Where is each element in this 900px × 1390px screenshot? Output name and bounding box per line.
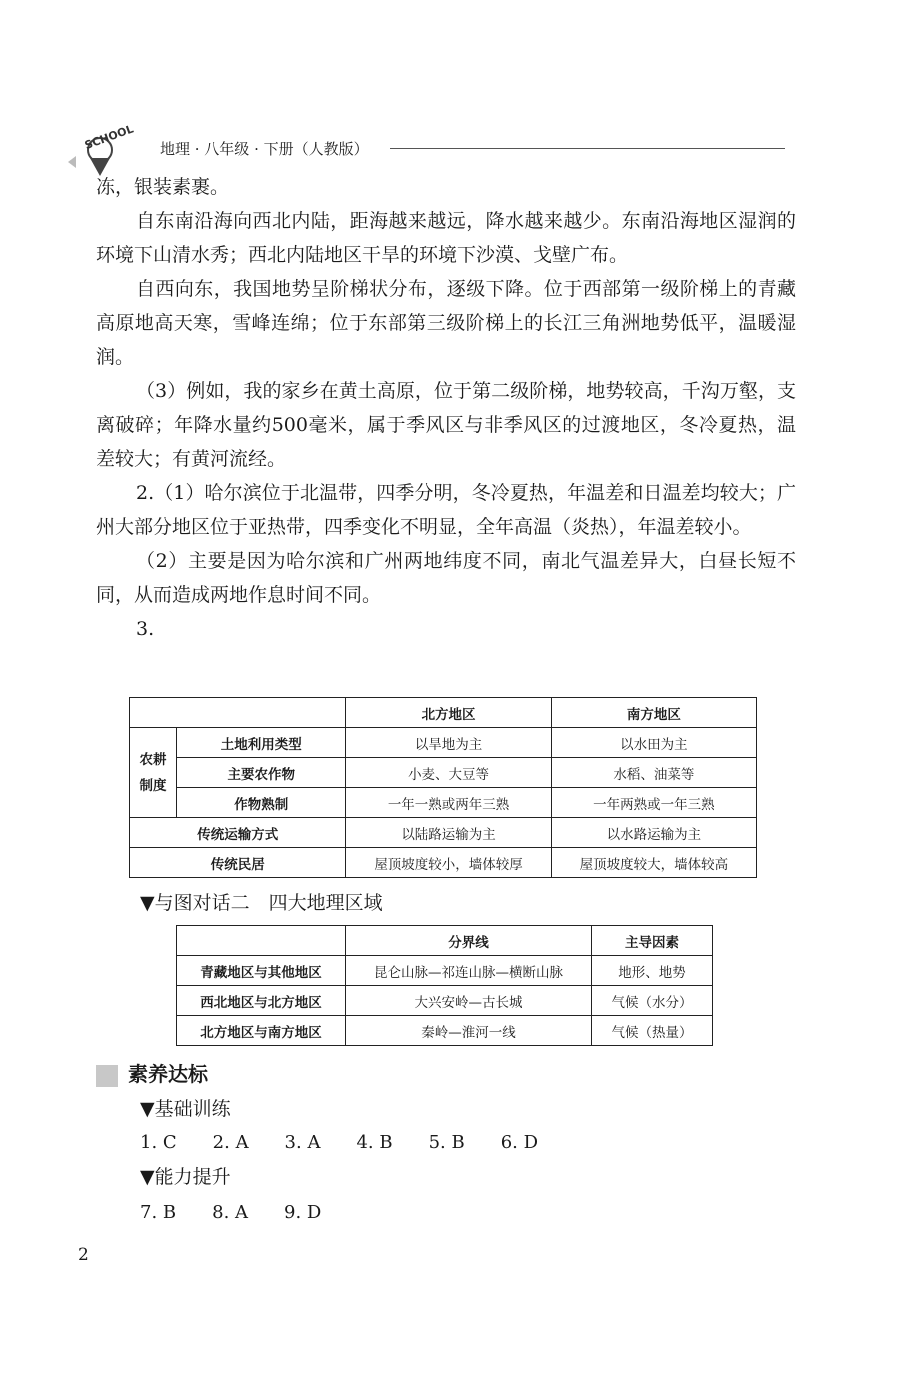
header-cell: 南方地区 — [551, 698, 756, 728]
table-cell: 秦岭—淮河一线 — [346, 1016, 592, 1046]
table-row — [177, 1016, 713, 1046]
row-label: 传统运输方式 — [130, 818, 346, 848]
table-cell: 气候（水分） — [592, 986, 713, 1016]
paragraph: 自西向东，我国地势呈阶梯状分布，逐级下降。位于西部第一级阶梯上的青藏高原地高天寒，雪峰连绵；位于东部第三级阶梯上的长江三角洲地势低平，温暖湿润。 — [96, 278, 796, 368]
empty-header-cell — [177, 926, 346, 956]
page-number: 2 — [78, 1245, 89, 1265]
header-rule — [390, 148, 785, 149]
table-row — [130, 848, 757, 878]
table-header-row — [130, 698, 757, 728]
row-label: 土地利用类型 — [177, 728, 346, 758]
header-cell: 北方地区 — [346, 698, 551, 728]
group-label: 农耕制度 — [130, 728, 177, 818]
table-cell: 大兴安岭—古长城 — [346, 986, 592, 1016]
paragraph: （2）主要是因为哈尔滨和广州两地纬度不同，南北气温差异大，白昼长短不同，从而造成两地作息时间不同。 — [96, 550, 796, 606]
row-label: 作物熟制 — [177, 788, 346, 818]
table-cell: 地形、地势 — [592, 956, 713, 986]
paragraph: 冻，银装素裹。 — [96, 176, 230, 198]
table-row — [177, 956, 713, 986]
row-label: 主要农作物 — [177, 758, 346, 788]
north-south-comparison-table — [129, 697, 757, 878]
table-cell: 一年一熟或两年三熟 — [346, 788, 551, 818]
paragraph: （3）例如，我的家乡在黄土高原，位于第二级阶梯，地势较高，千沟万壑，支离破碎；年降水量约500毫米，属于季风区与非季风区的过渡地区，冬冷夏热，温差较大；有黄河流经。 — [96, 380, 796, 470]
table-row — [130, 818, 757, 848]
advanced-answers: 7. B 8. A 9. D — [140, 1202, 322, 1223]
answer-text — [96, 170, 796, 646]
table-cell: 以旱地为主 — [346, 728, 551, 758]
row-label: 西北地区与北方地区 — [177, 986, 346, 1016]
table-cell: 水稻、油菜等 — [551, 758, 756, 788]
table-row — [130, 728, 757, 758]
table-cell: 以水路运输为主 — [551, 818, 756, 848]
row-label: 青藏地区与其他地区 — [177, 956, 346, 986]
empty-header-cell — [130, 698, 346, 728]
header-cell: 主导因素 — [592, 926, 713, 956]
section-square-icon — [96, 1065, 118, 1087]
row-label: 北方地区与南方地区 — [177, 1016, 346, 1046]
header-cell: 分界线 — [346, 926, 592, 956]
paragraph: 2.（1）哈尔滨位于北温带，四季分明，冬冷夏热，年温差和日温差均较大；广州大部分地区位于亚热带，四季变化不明显，全年高温（炎热），年温差较小。 — [96, 482, 796, 538]
table-cell: 昆仑山脉—祁连山脉—横断山脉 — [346, 956, 592, 986]
table-cell: 气候（热量） — [592, 1016, 713, 1046]
table-header-row — [177, 926, 713, 956]
advanced-heading: ▼能力提升 — [140, 1166, 231, 1188]
row-label: 传统民居 — [130, 848, 346, 878]
logo-text: SCHOOL — [82, 122, 136, 153]
table-cell: 以水田为主 — [551, 728, 756, 758]
table-cell: 以陆路运输为主 — [346, 818, 551, 848]
table-cell: 屋顶坡度较大，墙体较高 — [551, 848, 756, 878]
table-cell: 屋顶坡度较小，墙体较厚 — [346, 848, 551, 878]
basic-training-heading: ▼基础训练 — [140, 1098, 231, 1120]
table-row — [130, 788, 757, 818]
subheading-regions: ▼与图对话二 四大地理区域 — [140, 892, 383, 914]
four-regions-table — [176, 925, 713, 1046]
header-title: 地理 · 八年级 · 下册（人教版） — [160, 140, 369, 158]
paragraph: 自东南沿海向西北内陆，距海越来越远，降水越来越少。东南沿海地区湿润的环境下山清水秀；西北内陆地区干旱的环境下沙漠、戈壁广布。 — [96, 210, 796, 266]
section-heading — [96, 1058, 208, 1087]
section-title: 素养达标 — [128, 1062, 208, 1086]
table-cell: 一年两熟或一年三熟 — [551, 788, 756, 818]
table-cell: 小麦、大豆等 — [346, 758, 551, 788]
question-number: 3. — [136, 618, 155, 640]
table-row — [130, 758, 757, 788]
table-row — [177, 986, 713, 1016]
basic-answers: 1. C 2. A 3. A 4. B 5. B 6. D — [140, 1132, 539, 1153]
